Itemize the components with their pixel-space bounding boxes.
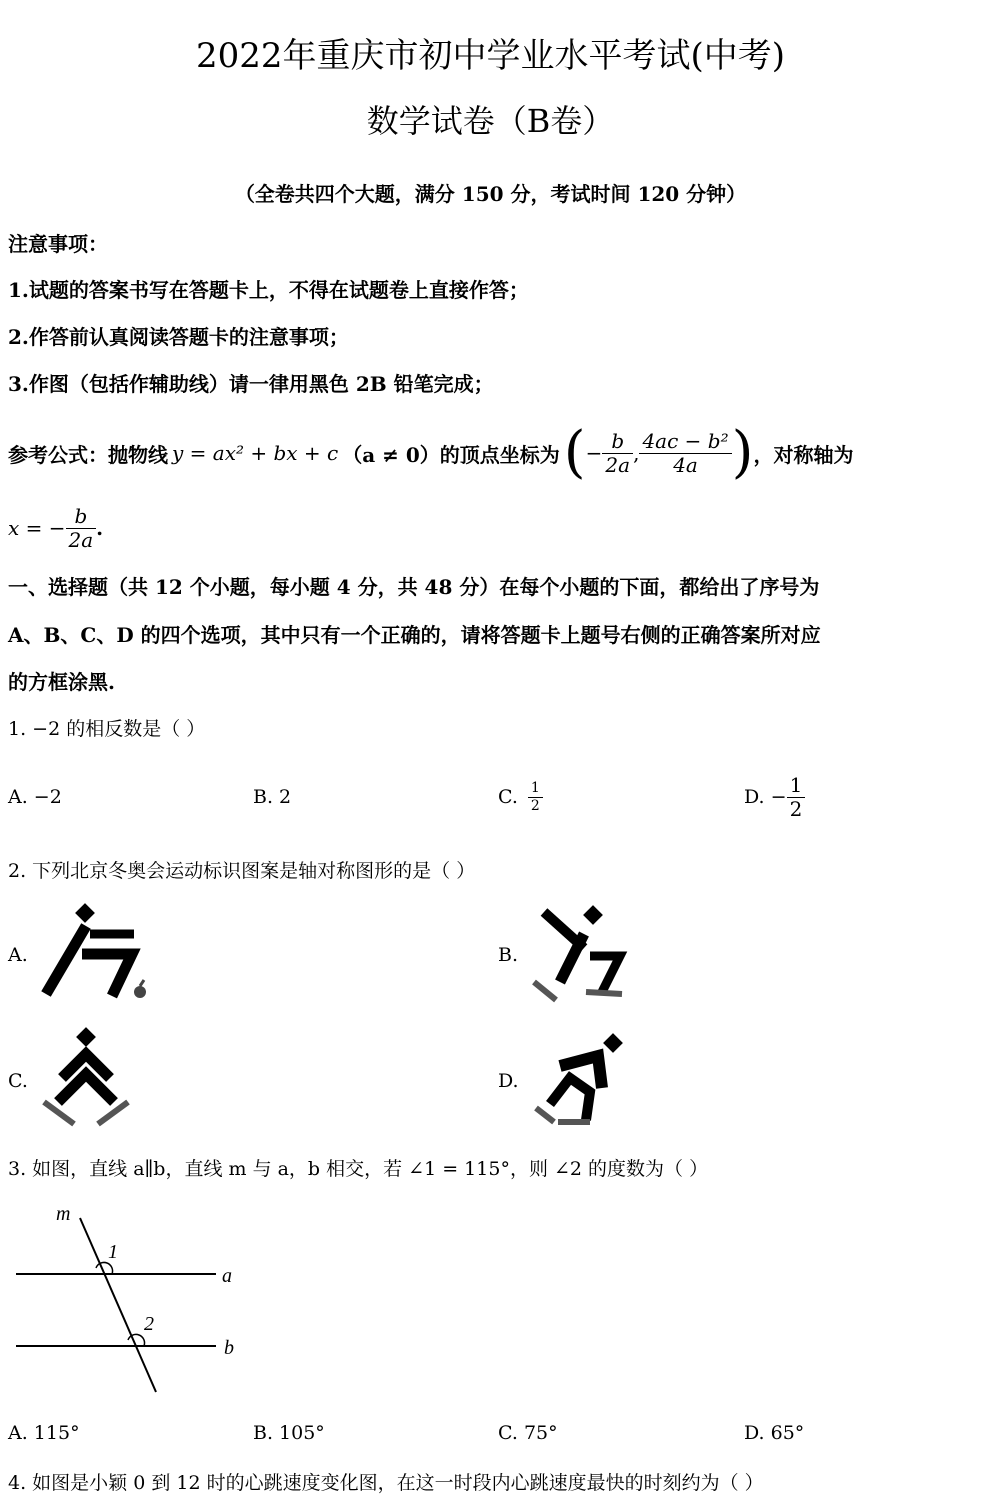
- page-subtitle: 数学试卷（B卷）: [366, 102, 615, 140]
- q1-option-c-fraction: [528, 780, 543, 813]
- q2-option-b: B.: [498, 944, 519, 966]
- q3-stem: 3. 如图，直线 a∥b，直线 m 与 a，b 相交，若 ∠1 = 115°，则 ∠2 的度数为（ ）: [8, 1158, 709, 1180]
- formula-condition: （a ≠ 0）的顶点坐标为: [342, 442, 560, 467]
- formula-axis-text: ，对称轴为: [753, 442, 854, 467]
- q1-stem: 1. −2 的相反数是（ ）: [8, 718, 206, 740]
- skiing-ski-right: [586, 992, 622, 994]
- q3-figure: [0, 1196, 260, 1396]
- q1-option-d-den: 2: [789, 796, 803, 821]
- speed-skating-blade-left: [536, 1108, 554, 1122]
- axis-end: .: [96, 516, 104, 540]
- ski-jump-ski-right: [98, 1102, 128, 1124]
- formula-line: [8, 418, 853, 488]
- q4-stem: 4. 如图是小颖 0 到 12 时的心跳速度变化图，在这一时段内心跳速度最快的时刻约为（ ）: [8, 1472, 764, 1494]
- q3-option-a: A. 115°: [8, 1422, 80, 1444]
- page-title: 2022年重庆市初中学业水平考试(中考): [195, 36, 786, 76]
- q1-option-d-label: D. −: [744, 786, 787, 808]
- q1-option-c-den: 2: [530, 797, 540, 814]
- axis-fraction: [66, 505, 97, 552]
- axis-num: b: [66, 505, 97, 529]
- angle-2-arc: [128, 1334, 145, 1346]
- formula-equation: y = ax² + bx + c: [172, 441, 339, 465]
- line-m: [80, 1218, 156, 1392]
- vertex-y-den: 4a: [673, 452, 698, 477]
- q2-stem: 2. 下列北京冬奥会运动标识图案是轴对称图形的是（ ）: [8, 860, 476, 882]
- curling-stone: [134, 986, 146, 998]
- label-1: 1: [108, 1241, 118, 1263]
- label-m: m: [56, 1203, 71, 1225]
- axis-formula: [8, 498, 103, 558]
- vertex-y-num: 4ac − b²: [639, 430, 731, 454]
- section1-line1: 一、选择题（共 12 个小题，每小题 4 分，共 48 分）在每个小题的下面，都给出了序号为: [8, 575, 820, 599]
- vertex-comma: ,: [633, 441, 640, 465]
- section1-line3: 的方框涂黑.: [8, 670, 115, 694]
- curling-leg: [82, 954, 132, 996]
- exam-info: （全卷共四个大题，满分 150 分，考试时间 120 分钟）: [234, 182, 747, 206]
- curling-head: [75, 903, 95, 923]
- q1-option-c-num: 1: [528, 780, 543, 797]
- vertex-y-fraction: [639, 430, 731, 477]
- q2-option-a: A.: [8, 944, 28, 966]
- axis-lhs: x = −: [8, 516, 66, 540]
- label-2: 2: [144, 1313, 154, 1335]
- skiing-head: [583, 905, 603, 925]
- speed-skating-legs: [550, 1078, 590, 1120]
- vertex-x-fraction: [602, 430, 633, 477]
- q2-option-d: D.: [498, 1070, 519, 1092]
- note-item-1: 1.试题的答案书写在答题卡上，不得在试题卷上直接作答；: [8, 278, 529, 302]
- vertex-x-den: 2a: [605, 452, 631, 477]
- q1-option-b: B. 2: [253, 786, 292, 808]
- formula-label: 参考公式：抛物线: [8, 442, 168, 467]
- q1-option-c: [498, 772, 543, 822]
- label-b: b: [224, 1337, 234, 1359]
- vertex-minus: −: [585, 441, 603, 465]
- ski-jump-ski-left: [44, 1102, 74, 1124]
- vertex-x-num: b: [602, 430, 633, 454]
- axis-den: 2a: [68, 527, 94, 552]
- note-item-2: 2.作答前认真阅读答题卡的注意事项；: [8, 325, 349, 349]
- curling-body: [46, 926, 86, 994]
- q2-option-c: C.: [8, 1070, 28, 1092]
- ski-jump-pictogram-icon: [40, 1026, 132, 1130]
- label-a: a: [222, 1265, 232, 1287]
- curling-pictogram-icon: [38, 902, 158, 1006]
- vertex-paren-open: (: [563, 420, 586, 485]
- note-item-3: 3.作图（包括作辅助线）请一律用黑色 2B 铅笔完成；: [8, 372, 494, 396]
- q1-option-c-label: C.: [498, 786, 518, 808]
- vertex-paren-close: ): [731, 420, 754, 485]
- q3-option-c: C. 75°: [498, 1422, 558, 1444]
- speed-skating-head: [603, 1033, 623, 1053]
- speed-skating-pictogram-icon: [530, 1030, 630, 1130]
- q3-option-d: D. 65°: [744, 1422, 805, 1444]
- q1-option-d-fraction: [787, 774, 806, 821]
- q3-option-b: B. 105°: [253, 1422, 325, 1444]
- q1-option-a: A. −2: [8, 786, 62, 808]
- skiing-leg: [590, 956, 620, 992]
- ski-jump-head: [76, 1027, 96, 1047]
- skiing-pictogram-icon: [530, 904, 630, 1004]
- skiing-ski-left: [534, 982, 556, 1000]
- q1-option-d-num: 1: [787, 774, 806, 798]
- curling-stone-handle: [140, 980, 144, 986]
- notes-heading: 注意事项：: [8, 232, 108, 256]
- q1-option-d: [744, 766, 805, 828]
- section1-line2: A、B、C、D 的四个选项，其中只有一个正确的，请将答题卡上题号右侧的正确答案所对应: [8, 623, 821, 647]
